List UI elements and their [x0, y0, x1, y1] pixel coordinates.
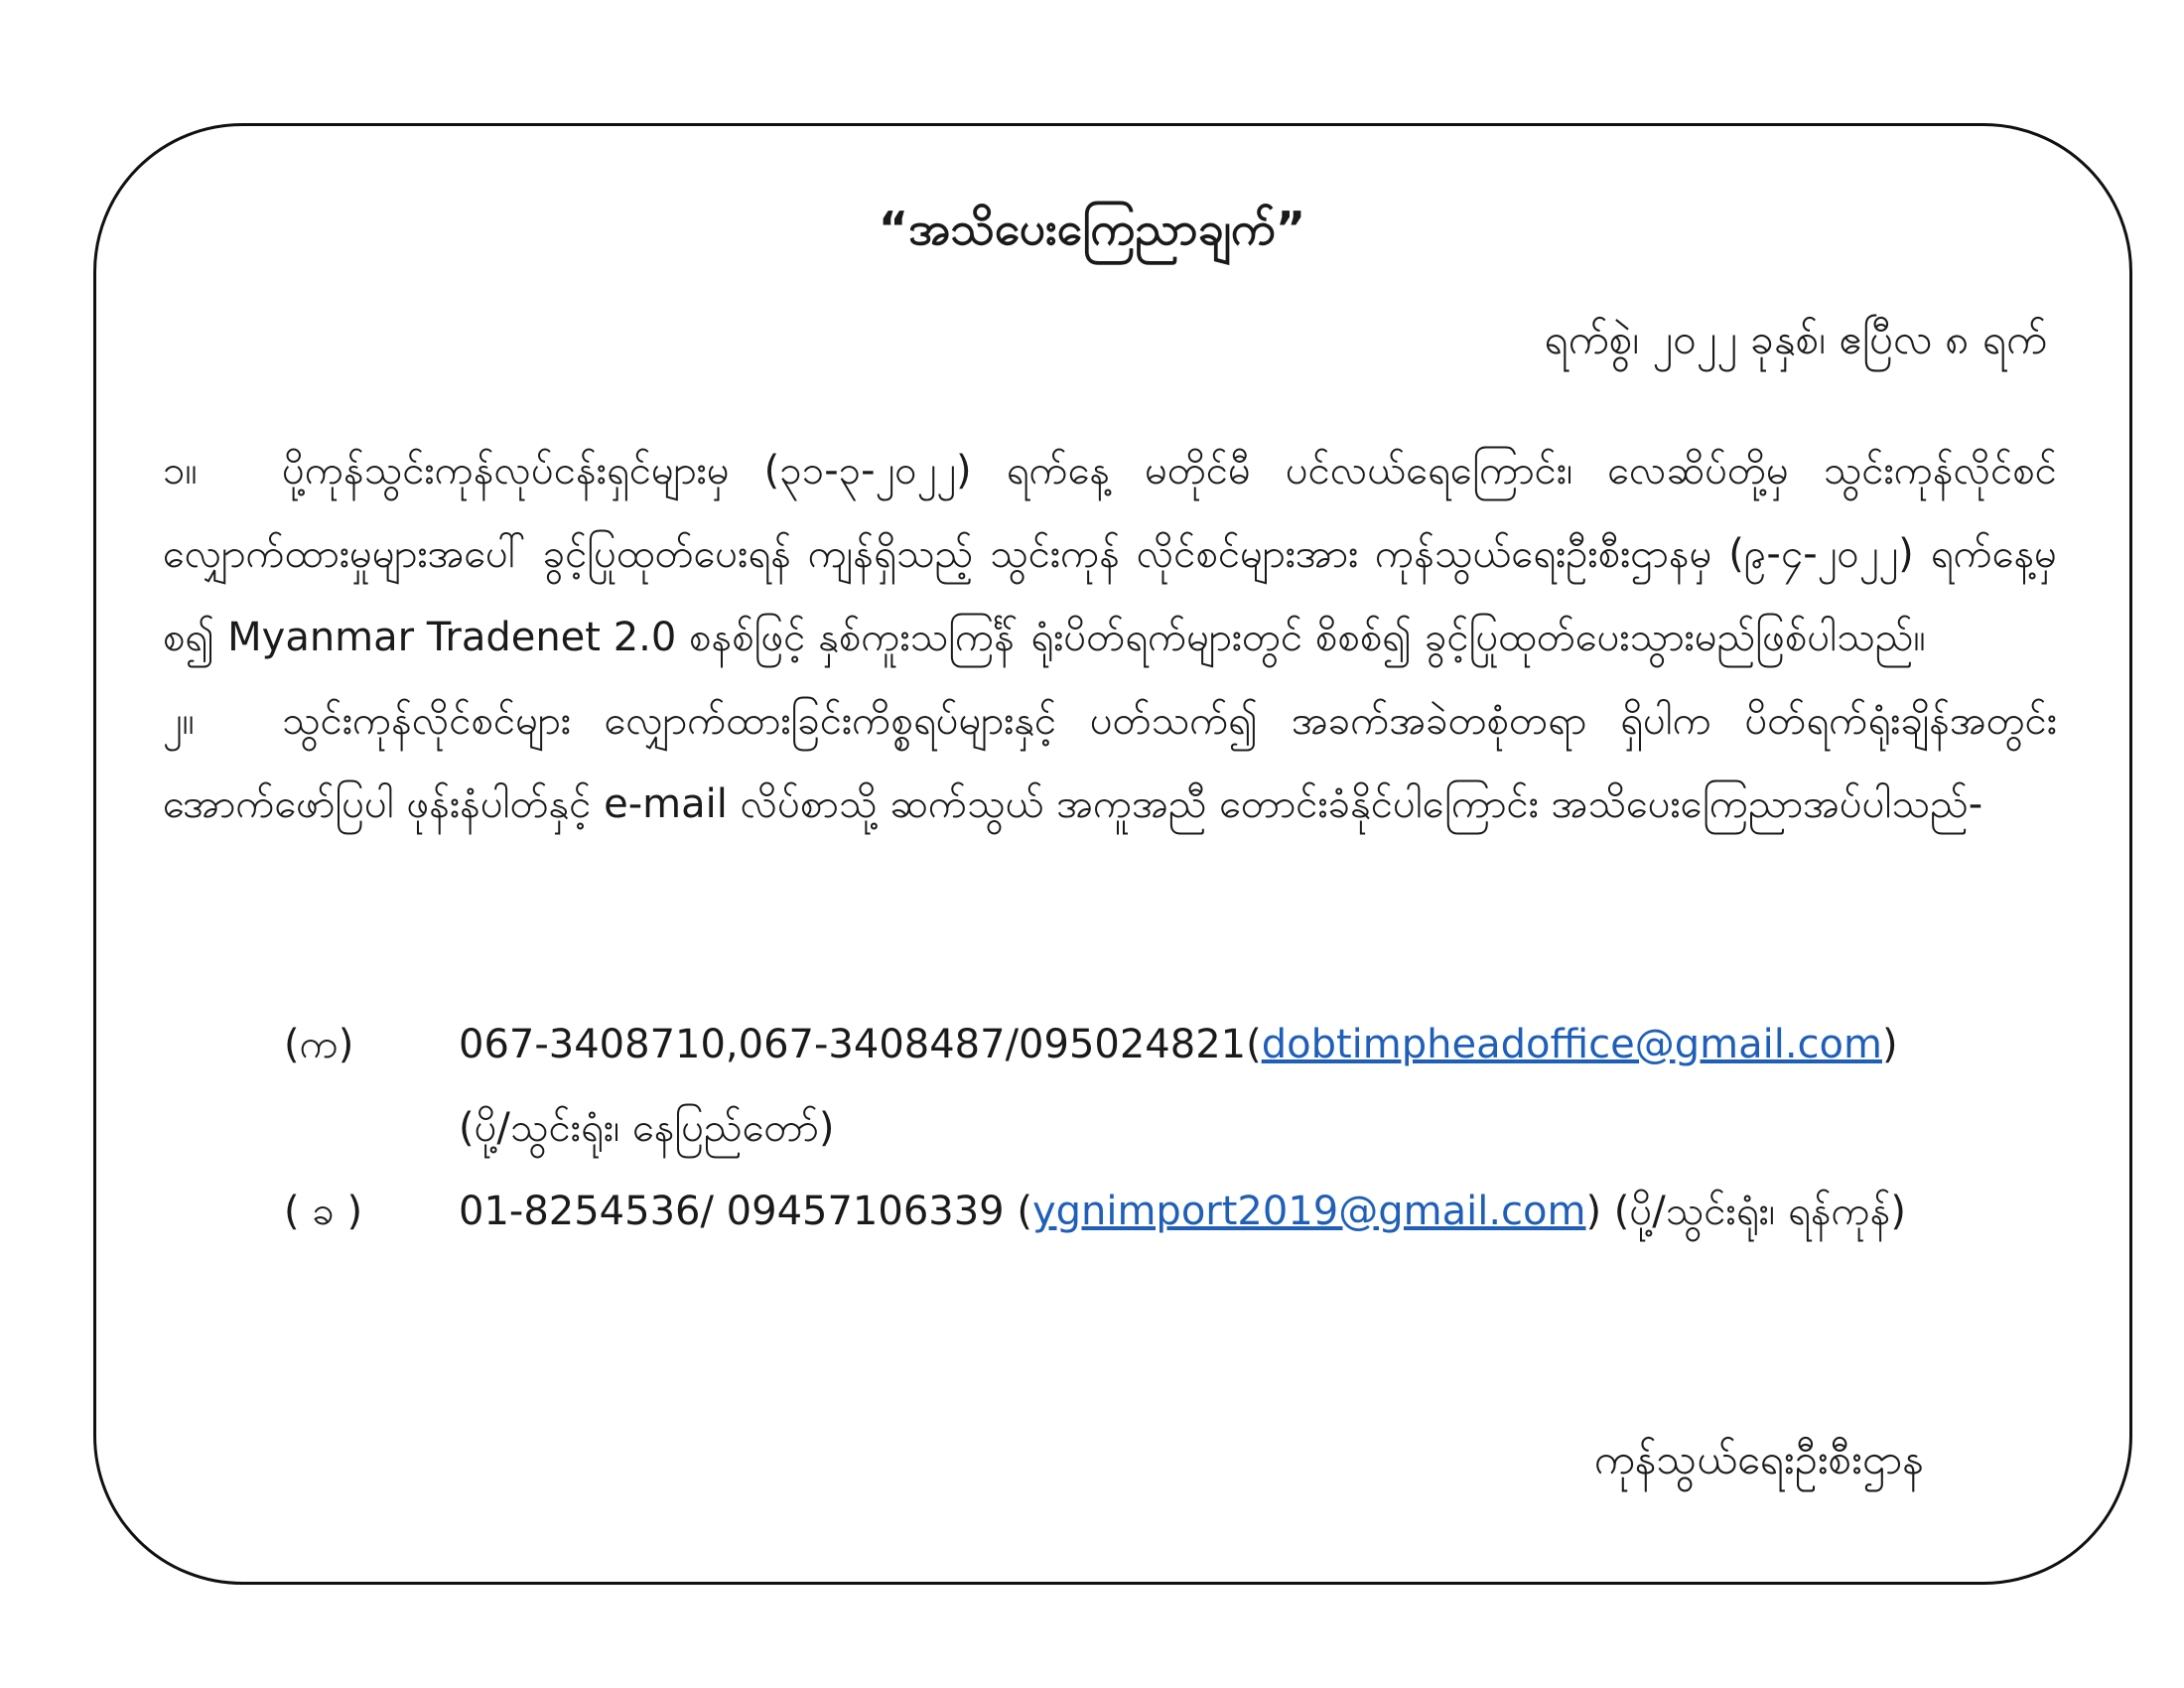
contact-row-naypyitaw [284, 1003, 1898, 1086]
contact-after-email: ) (ပို့/သွင်းရုံး၊ ရန်ကုန်) [1585, 1189, 1906, 1234]
contact-row-yangon [284, 1170, 1906, 1253]
paragraph-1-number: ၁။ [163, 448, 198, 493]
paragraph-1-text: ပို့ကုန်သွင်းကုန်လုပ်ငန်းရှင်များမှ (၃၁-၃-၂၀၂၂) ရက်နေ့ မတိုင်မီ ပင်လယ်ရေကြောင်း၊ လေဆိပ်တို့မှ သွင်းကုန်လိုင်စင်လျှောက်ထားမှုများအပေါ် ခွင့်ပြုထုတ်ပေးရန် ကျန်ရှိသည့် သွင်းကုန် လိုင်စင်များအား ကုန်သွယ်ရေးဦးစီးဌာနမှ (၉-၄-၂၀၂၂) ရက်နေ့မှစ၍ Myanmar Tradenet 2.0 စနစ်ဖြင့် နှစ်ကူးသကြင်္န် ရုံးပိတ်ရက်များတွင် စိစစ်၍ ခွင့်ပြုထုတ်ပေးသွားမည်ဖြစ်ပါသည်။ [163, 448, 2057, 660]
notice-title: “အသိပေးကြေညာချက်” [878, 202, 1306, 255]
contact-after-email: ) [1881, 1022, 1898, 1067]
signature-department: ကုန်သွယ်ရေးဦးစီးဌာန [1593, 1435, 1924, 1483]
paragraph-1 [163, 429, 2057, 679]
paragraph-2-number: ၂။ [163, 698, 195, 744]
email-link[interactable]: dobtimpheadoffice@gmail.com [1261, 1022, 1882, 1067]
notice-date: ရက်စွဲ၊ ၂၀၂၂ ခုနှစ်၊ ဧပြီလ ၈ ရက် [1544, 315, 2047, 363]
paragraph-2-text: သွင်းကုန်လိုင်စင်များ လျှောက်ထားခြင်းကိစ္စရပ်များနှင့် ပတ်သက်၍ အခက်အခဲတစုံတရာ ရှိပါက ပိတ်ရက်ရုံးချိန်အတွင်း အောက်ဖော်ပြပါ ဖုန်းနံပါတ်နှင့် e-mail လိပ်စာသို့ ဆက်သွယ် အကူအညီ တောင်းခံနိုင်ပါကြောင်း အသိပေးကြေညာအပ်ပါသည်- [163, 698, 2057, 827]
contact-label: (က) [284, 1022, 354, 1067]
contact-phones: 01-8254536/ 09457106339 ( [459, 1189, 1032, 1234]
contact-phones: 067-3408710,067-3408487/095024821( [459, 1022, 1262, 1067]
paragraph-2 [163, 679, 2057, 846]
contact-office-naypyitaw: (ပို့/သွင်းရုံး၊ နေပြည်တော်) [459, 1105, 835, 1151]
notice-body [163, 429, 2057, 846]
contact-label: ( ခ ) [284, 1189, 363, 1234]
email-link[interactable]: ygnimport2019@gmail.com [1031, 1189, 1586, 1234]
